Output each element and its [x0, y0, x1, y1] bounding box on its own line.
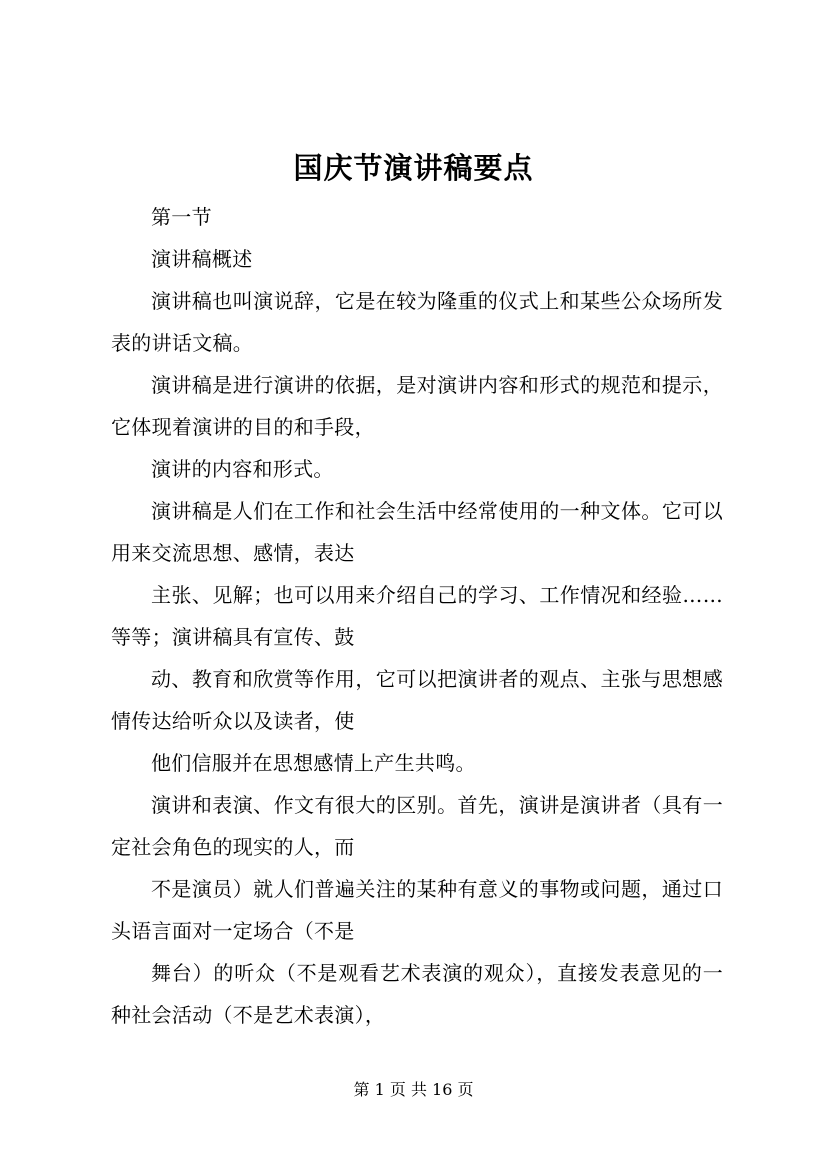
page-footer: 第 1 页 共 16 页	[353, 1080, 474, 1099]
paragraph: 演讲和表演、作文有很大的区别。首先，演讲是演讲者（具有一定社会角色的现实的人，而	[111, 793, 723, 859]
paragraph-subheading: 演讲稿概述	[151, 247, 253, 271]
paragraph-section-heading: 第一节	[151, 205, 212, 229]
paragraph: 演讲稿是人们在工作和社会生活中经常使用的一种文体。它可以用来交流思想、感情，表达	[111, 499, 723, 565]
paragraph: 不是演员）就人们普遍关注的某种有意义的事物或问题，通过口头语言面对一定场合（不是	[111, 877, 723, 943]
paragraph: 演讲稿也叫演说辞，它是在较为隆重的仪式上和某些公众场所发表的讲话文稿。	[111, 289, 723, 355]
paragraph: 主张、见解；也可以用来介绍自己的学习、工作情况和经验……等等；演讲稿具有宣传、鼓	[111, 583, 723, 649]
paragraph: 舞台）的听众（不是观看艺术表演的观众），直接发表意见的一种社会活动（不是艺术表演），	[111, 961, 723, 1027]
paragraph: 动、教育和欣赏等作用，它可以把演讲者的观点、主张与思想感情传达给听众以及读者，使	[111, 667, 723, 733]
paragraph: 他们信服并在思想感情上产生共鸣。	[151, 751, 476, 775]
document-title: 国庆节演讲稿要点	[293, 151, 534, 185]
paragraph: 演讲稿是进行演讲的依据，是对演讲内容和形式的规范和提示，它体现着演讲的目的和手段，	[111, 373, 723, 439]
document-body	[111, 196, 723, 1036]
paragraph: 演讲的内容和形式。	[151, 457, 334, 481]
